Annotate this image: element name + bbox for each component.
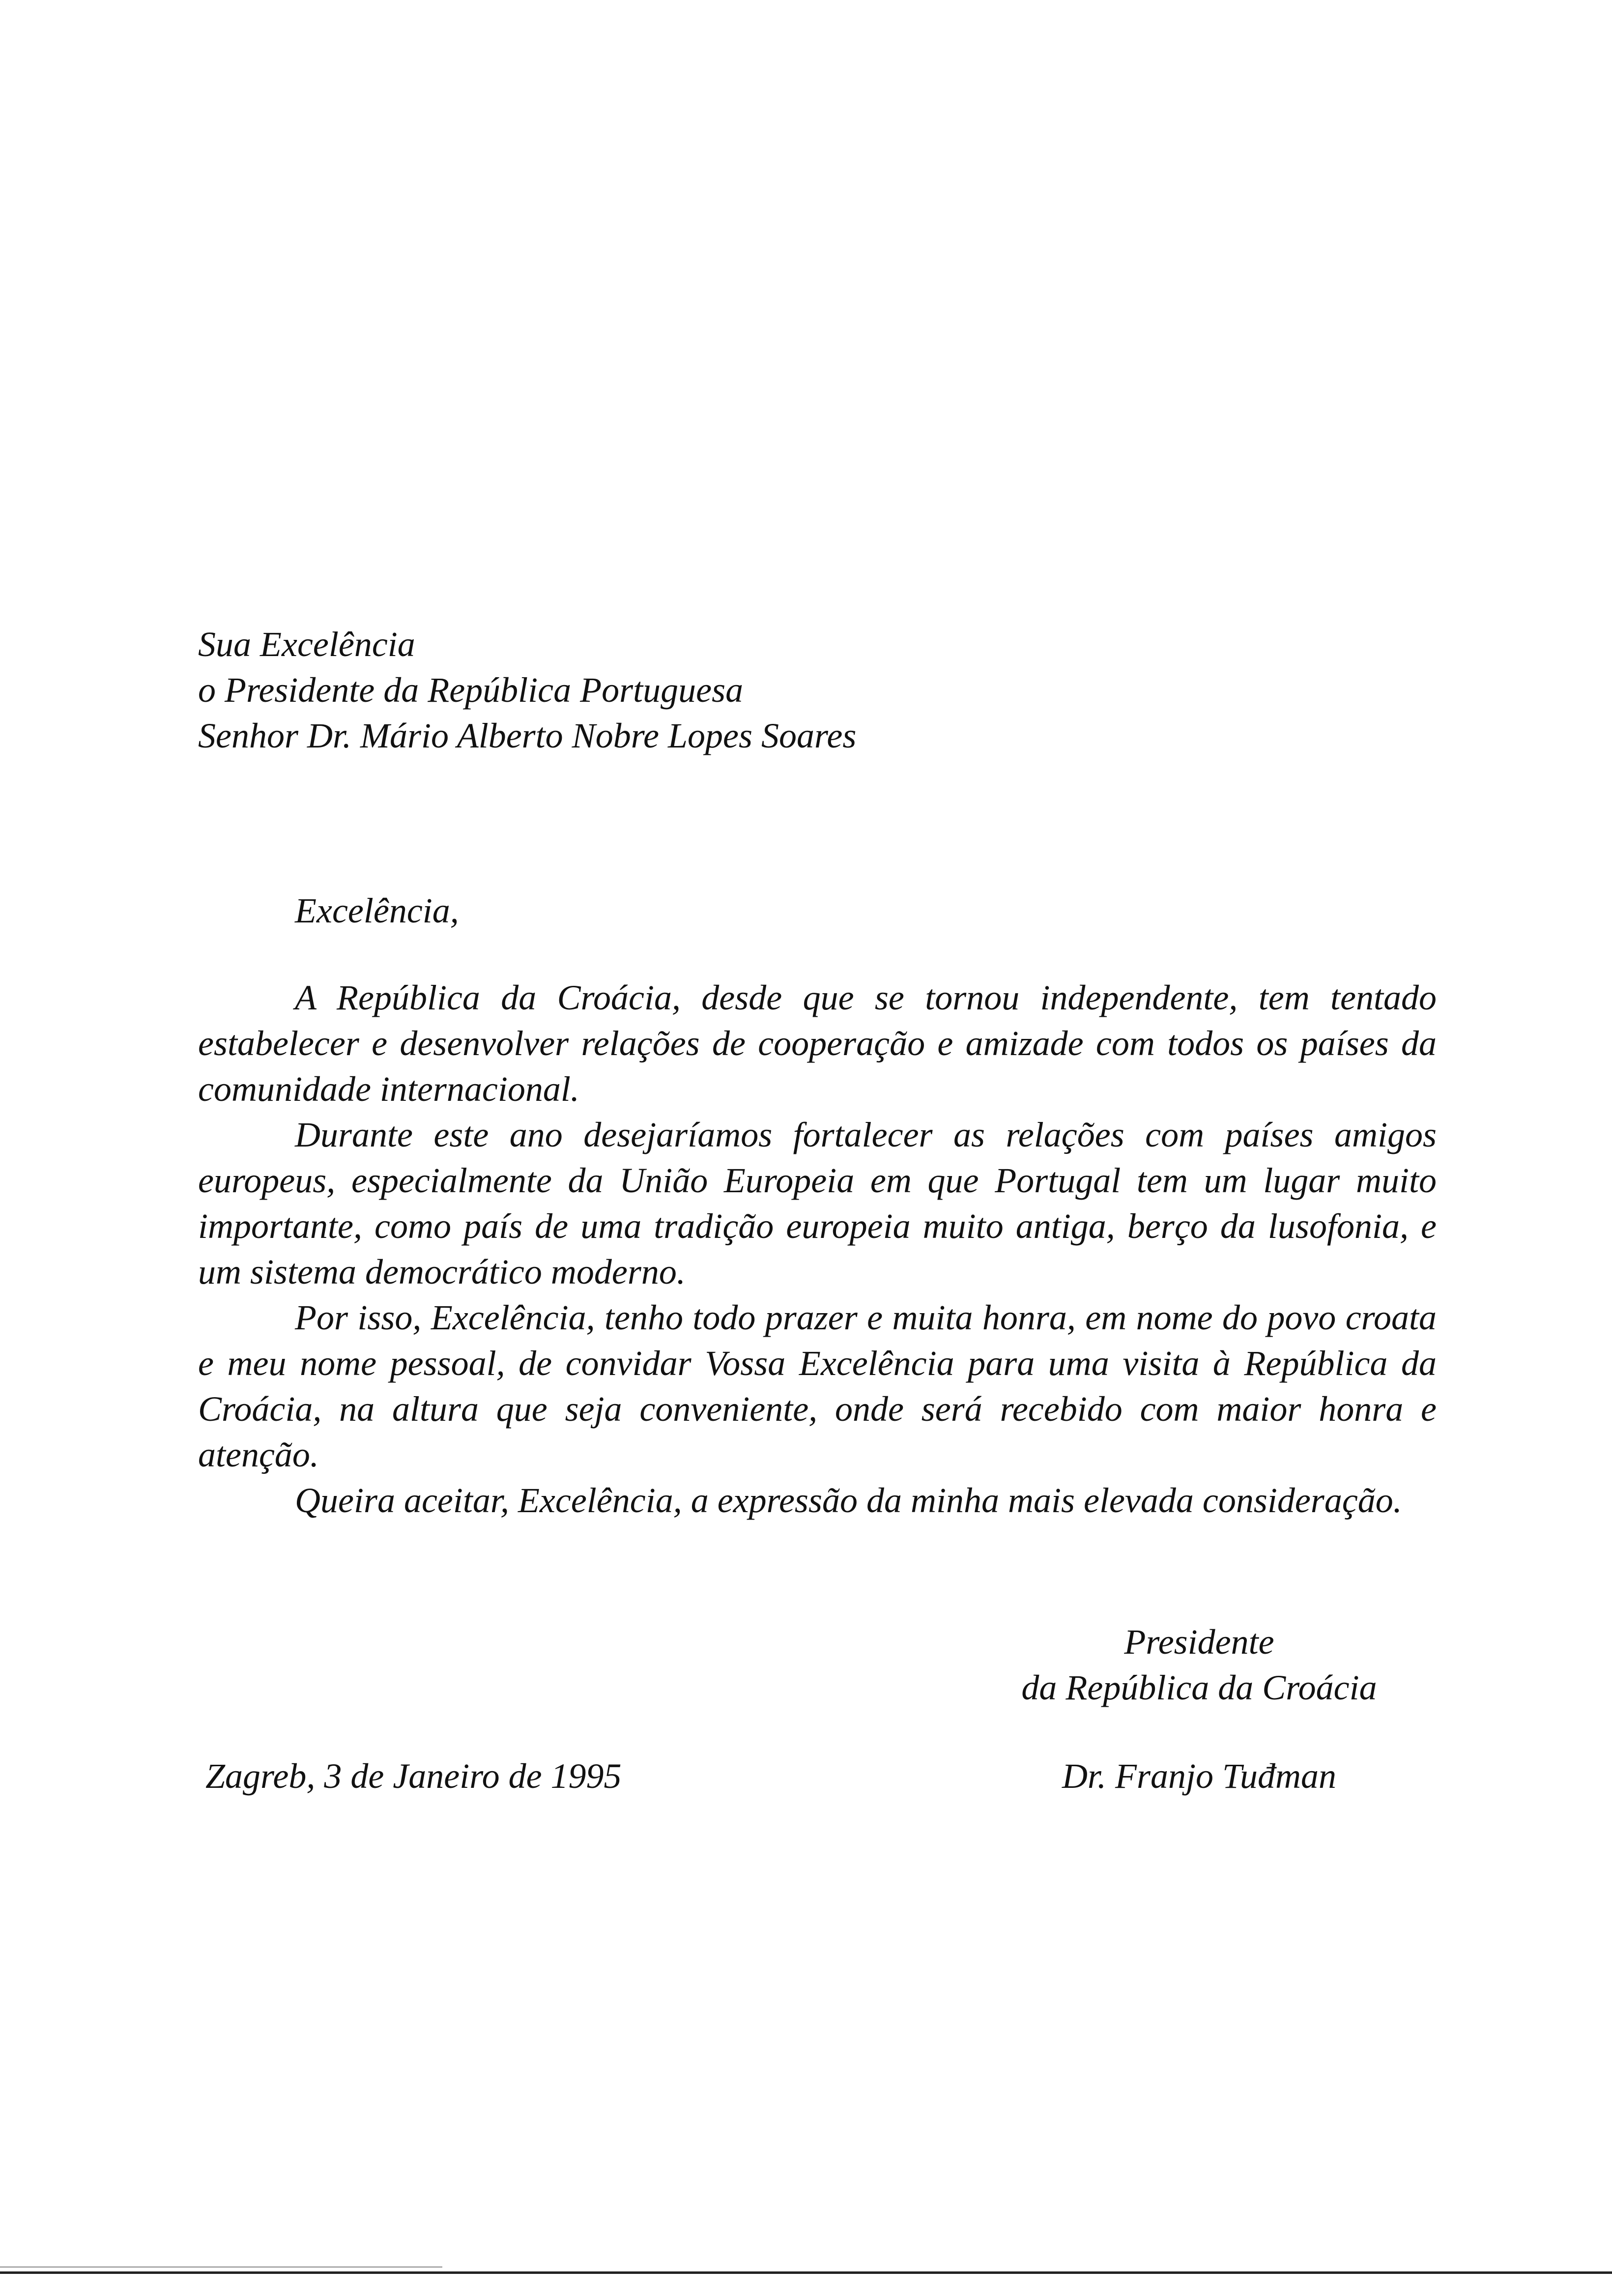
addressee-line-2: o Presidente da República Portuguesa bbox=[198, 670, 744, 710]
place-and-date: Zagreb, 3 de Janeiro de 1995 bbox=[205, 1756, 622, 1796]
signature-title-line-1: Presidente bbox=[1124, 1622, 1274, 1662]
bottom-edge-line bbox=[0, 2271, 1612, 2274]
body-paragraph-4: Queira aceitar, Excelência, a expressão da minha mais elevada consideração. bbox=[295, 1481, 1402, 1520]
salutation: Excelência, bbox=[295, 891, 459, 930]
body-paragraph-1: A República da Croácia, desde que se tornou independente, tem tentado estabelecer e desenvolver relações de cooperação e amizade com todos os países da comunidade internacional. bbox=[198, 978, 1437, 1109]
body-paragraph-3: Por isso, Excelência, tenho todo prazer e muita honra, em nome do povo croata e meu nome pessoal, de convidar Vossa Excelência para uma visita à República da Croácia, na altura que seja conveniente, onde será recebido com maior honra e atenção. bbox=[198, 1298, 1437, 1474]
addressee-line-3: Senhor Dr. Mário Alberto Nobre Lopes Soares bbox=[198, 716, 857, 755]
signatory-name: Dr. Franjo Tuđman bbox=[1062, 1756, 1337, 1796]
signature-title-line-2: da República da Croácia bbox=[1021, 1668, 1377, 1707]
addressee-line-1: Sua Excelência bbox=[198, 625, 415, 664]
letter-body bbox=[198, 975, 1437, 1523]
body-paragraph-2: Durante este ano desejaríamos fortalecer as relações com países amigos europeus, especialmente da União Europeia em que Portugal tem um lugar muito importante, como país de uma tradição europeia muito antiga, berço da lusofonia, e um sistema democrático moderno. bbox=[198, 1115, 1437, 1292]
addressee-block bbox=[198, 622, 1132, 759]
signature-title-block bbox=[988, 1619, 1410, 1711]
